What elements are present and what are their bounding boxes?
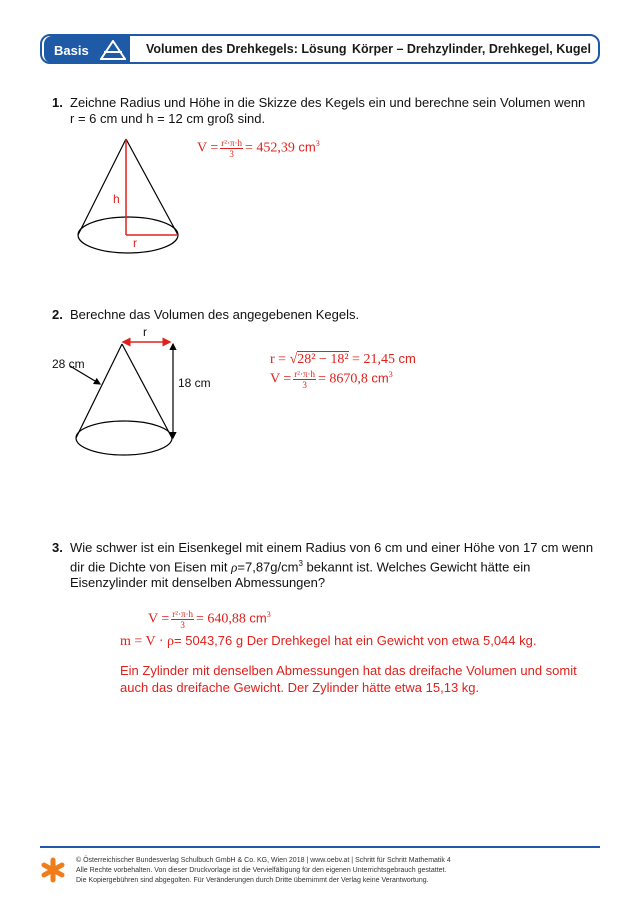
topic-title: Körper – Drehzylinder, Drehkegel, Kugel [352,42,591,56]
q1-unit: cm [298,139,316,155]
q2-r-result: = 21,45 [352,352,395,367]
q2-label-slant: 28 cm [52,357,85,371]
q1-unit-exp: 3 [315,139,320,149]
q2-v-unit-exp: 3 [388,370,393,380]
q3-number: 3. [52,540,63,555]
q2-v-result: = 8670,8 [318,371,368,387]
q3-m-rest: = 5043,76 g Der Drehkegel hat ein Gewicht von etwa 5,044 kg. [174,633,537,648]
footer-text [76,856,451,886]
q3-text-b-post: bekannt ist. Welches Gewicht hätte ein [306,559,531,575]
footer-line2: Alle Rechte vorbehalten. Von dieser Druckvorlage ist die Vervielfältigung für den eigenen Unterrichtsgebrauch gestattet. [76,867,447,874]
q2-cone-figure [60,330,190,460]
q1-text: Zeichne Radius und Höhe in die Skizze des Kegels ein und berechne sein Volumen wenn r = 6 cm und h = 12 cm groß sind. [70,95,586,126]
q1-frac-num: r²·π·h [221,138,242,148]
footer-divider [40,846,600,848]
oebv-logo-icon [40,857,66,883]
q3-v-unit: cm [249,610,267,626]
q2-volume-formula [270,369,393,390]
q2-radius-formula [270,351,416,368]
sqrt-icon: √ [289,352,298,367]
q2-number: 2. [52,307,63,322]
q2-r-unit: cm [398,351,416,366]
page-title: Volumen des Drehkegels: Lösung [146,42,347,56]
footer-line3: Die Kopiergebühren sind abgegolten. Für Veränderungen durch Dritte übernimmt der Verlag keine Verantwortung. [76,877,429,884]
q3-text-a: Wie schwer ist ein Eisenkegel mit einem Radius von 6 cm und einer Höhe von 17 cm wenn [70,540,594,555]
q1-result: = 452,39 [245,140,295,156]
q3-density: =7,87g/cm [237,559,299,575]
q3-frac-num: r²·π·h [172,609,193,619]
q3-v-unit-exp: 3 [266,610,271,620]
q2-r-sqrt: 28² − 18² [297,352,349,367]
q1-frac-den: 3 [229,149,234,159]
q3-rho: ρ [231,559,238,575]
q1-cone-figure [70,135,190,260]
q2-v-unit: cm [371,370,389,386]
q1-number: 1. [52,95,63,110]
q1-label-h: h [113,192,120,206]
q3-cylinder-line1: Ein Zylinder mit denselben Abmessungen hat das dreifache Volumen und somit [120,663,577,678]
triangle-logo-icon [100,40,126,60]
q3-question [70,540,600,591]
logo-label: Basis [54,43,89,58]
q3-text-c: Eisenzylinder mit denselben Abmessungen? [70,575,326,591]
q2-label-r: r [143,325,147,339]
q1-label-r: r [133,236,137,250]
q1-formula [197,138,320,159]
q3-cylinder-line2: auch das dreifache Gewicht. Der Zylinder hätte etwa 15,13 kg. [120,680,480,695]
q2-v-lhs: V = [270,371,292,387]
q1-formula-lhs: V = [197,140,219,156]
footer-line1: © Österreichischer Bundesverlag Schulbuch GmbH & Co. KG, Wien 2018 | www.oebv.at | Schritt für Schritt Mathematik 4 [76,857,451,864]
q2-frac-den: 3 [302,380,307,390]
q3-v-result: = 640,88 [196,611,246,627]
q3-text-b-pre: dir die Dichte von Eisen mit [70,559,228,575]
q2-frac-num: r²·π·h [294,369,315,379]
q3-m-lhs: m = V · ρ [120,634,175,649]
q3-volume-formula [148,609,271,630]
basis-logo [44,36,130,63]
q3-mass-line [120,633,536,650]
q2-text: Berechne das Volumen des angegebenen Kegels. [70,307,360,322]
q3-frac-den: 3 [180,620,185,630]
q2-r-lhs: r = [270,352,287,367]
q3-text-b [70,556,600,575]
q3-density-exp: 3 [298,559,303,568]
q2-label-height: 18 cm [178,376,211,390]
q3-v-lhs: V = [148,611,170,627]
